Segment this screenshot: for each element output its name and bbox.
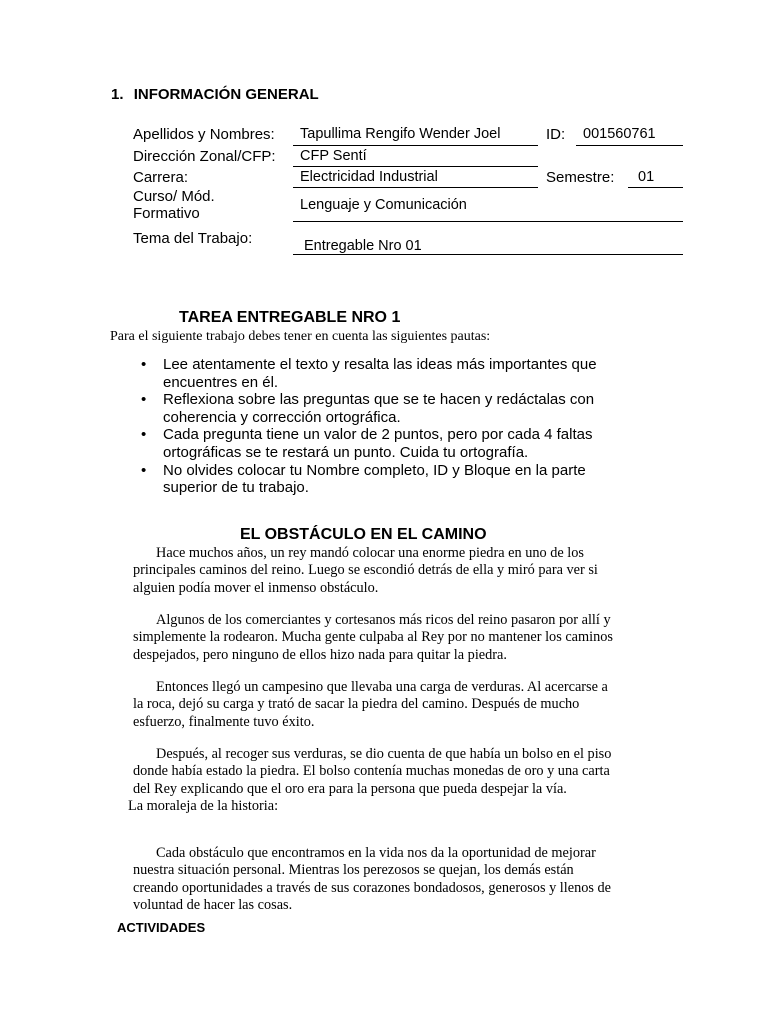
guideline-line: ortográficas se te restará un punto. Cuida tu ortografía. <box>163 443 529 461</box>
guideline-item <box>141 356 631 391</box>
story-paragraph-4 <box>133 746 653 798</box>
id-underline <box>576 145 683 146</box>
section-title: INFORMACIÓN GENERAL <box>133 86 319 103</box>
paragraph-line: alguien podía mover el inmenso obstáculo. <box>133 579 379 596</box>
story-paragraph-3 <box>133 679 653 731</box>
task-intro: Para el siguiente trabajo debes tener en cuenta las siguientes pautas: <box>110 329 491 344</box>
bullet-icon: • <box>141 426 147 444</box>
course-label <box>133 188 215 222</box>
course-label-line1: Curso/ Mód. <box>133 188 215 205</box>
bullet-icon: • <box>141 391 147 409</box>
moral-paragraph <box>133 845 653 915</box>
paragraph-line: despejados, pero ninguno de ellos hizo nada para quitar la piedra. <box>133 646 507 663</box>
semester-underline <box>628 187 683 188</box>
guideline-line: Cada pregunta tiene un valor de 2 puntos, pero por cada 4 faltas <box>163 426 593 444</box>
career-value: Electricidad Industrial <box>300 169 438 185</box>
story-paragraph-1 <box>133 545 653 597</box>
paragraph-line: Hace muchos años, un rey mandó colocar una enorme piedra en uno de los <box>156 545 584 561</box>
paragraph-line: creando oportunidades a través de sus corazones bondadosos, generosos y llenos de <box>133 879 612 896</box>
paragraph-line: voluntad de hacer las cosas. <box>133 897 293 914</box>
course-underline <box>293 221 683 222</box>
topic-underline <box>293 254 683 255</box>
guideline-item <box>141 391 631 426</box>
guideline-line: superior de tu trabajo. <box>163 479 309 497</box>
bullet-icon: • <box>141 356 147 373</box>
guideline-line: encuentres en él. <box>163 373 279 391</box>
guideline-line: Reflexiona sobre las preguntas que se te hacen y redáctalas con <box>163 391 595 409</box>
activities-heading: ACTIVIDADES <box>117 920 206 935</box>
topic-label: Tema del Trabajo: <box>133 230 253 247</box>
section-heading <box>111 86 319 103</box>
paragraph-line: la roca, dejó su carga y trató de sacar la piedra del camino. Después de mucho <box>133 696 580 713</box>
paragraph-line: principales caminos del reino. Luego se escondió detrás de ella y miró para ver si <box>133 562 598 579</box>
course-value: Lenguaje y Comunicación <box>300 197 467 213</box>
zonal-value: CFP Sentí <box>300 148 367 164</box>
semester-value: 01 <box>638 169 655 185</box>
guideline-line: No olvides colocar tu Nombre completo, ID y Bloque en la parte <box>163 461 586 479</box>
paragraph-line: Entonces llegó un campesino que llevaba una carga de verduras. Al acercarse a <box>156 679 608 695</box>
paragraph-line: Algunos de los comerciantes y cortesanos más ricos del reino pasaron por allí y <box>156 612 611 628</box>
paragraph-line: donde había estado la piedra. El bolso contenía muchas monedas de oro y una carta <box>133 763 610 780</box>
story-title: EL OBSTÁCULO EN EL CAMINO <box>240 526 487 543</box>
career-label: Carrera: <box>133 169 189 186</box>
paragraph-line: Cada obstáculo que encontramos en la vida nos da la oportunidad de mejorar <box>156 845 596 861</box>
guideline-line: Lee atentamente el texto y resalta las ideas más importantes que <box>163 356 597 373</box>
zonal-label: Dirección Zonal/CFP: <box>133 148 276 165</box>
task-title: TAREA ENTREGABLE NRO 1 <box>179 309 401 326</box>
names-label: Apellidos y Nombres: <box>133 126 275 143</box>
zonal-underline <box>293 166 538 167</box>
topic-value: Entregable Nro 01 <box>304 238 422 254</box>
course-label-line2: Formativo <box>133 205 200 222</box>
guideline-item <box>141 462 631 497</box>
id-label: ID: <box>546 126 566 143</box>
id-value: 001560761 <box>583 126 656 142</box>
story-paragraph-2 <box>133 612 653 664</box>
guideline-item <box>141 426 631 461</box>
paragraph-line: nuestra situación personal. Mientras los perezosos se quejan, los demás están <box>133 862 574 879</box>
paragraph-line: simplemente la rodearon. Mucha gente culpaba al Rey por no mantener los caminos <box>133 629 613 646</box>
paragraph-line: Después, al recoger sus verduras, se dio cuenta de que había un bolso en el piso <box>156 746 612 762</box>
names-value: Tapullima Rengifo Wender Joel <box>300 126 501 142</box>
bullet-icon: • <box>141 461 147 479</box>
moral-label: La moraleja de la historia: <box>128 798 279 814</box>
semester-label: Semestre: <box>546 169 615 186</box>
paragraph-line: esfuerzo, finalmente tuvo éxito. <box>133 713 315 730</box>
guideline-line: coherencia y corrección ortográfica. <box>163 408 401 426</box>
names-underline <box>293 145 538 146</box>
task-guidelines-list <box>141 356 631 497</box>
career-underline <box>293 187 538 188</box>
section-number: 1. <box>111 86 124 103</box>
paragraph-line: del Rey explicando que el oro era para la persona que pueda despejar la vía. <box>133 780 567 797</box>
